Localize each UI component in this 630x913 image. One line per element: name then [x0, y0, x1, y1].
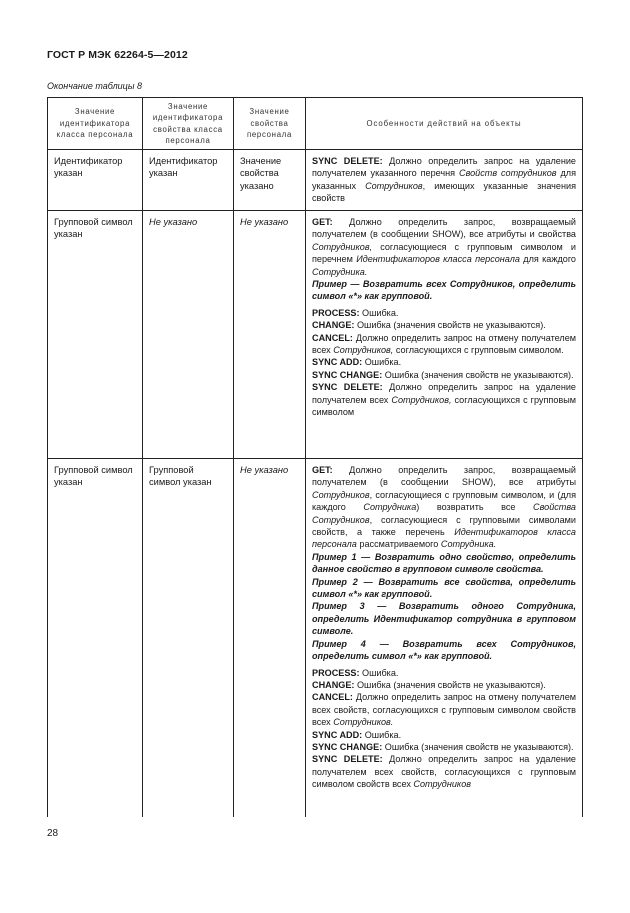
action-keyword: CHANGE: — [312, 320, 355, 331]
example-paragraph: Пример 3 — Возвратить одного Сотрудника, определить Идентификатор сотрудника в групповом символе. — [312, 601, 576, 637]
sync-add-paragraph — [312, 729, 576, 741]
table-row — [48, 211, 583, 459]
action-keyword: PROCESS: — [312, 667, 360, 678]
change-paragraph — [312, 319, 576, 331]
cancel-paragraph — [312, 332, 576, 357]
action-text: Ошибка (значения свойств не указываются). — [382, 369, 574, 380]
term-italic: Сотрудников — [312, 489, 370, 500]
term-italic: Сотрудника. — [312, 266, 368, 277]
term-italic: Идентификаторов класса персонала — [356, 254, 520, 265]
action-keyword: CANCEL: — [312, 692, 353, 703]
action-text: Ошибка. — [362, 729, 402, 740]
action-keyword: SYNC CHANGE: — [312, 369, 383, 380]
document-title: ГОСТ Р МЭК 62264-5—2012 — [47, 49, 188, 61]
term-italic: Сотрудников, — [333, 345, 394, 356]
sync-change-paragraph — [312, 741, 576, 753]
action-keyword: SYNC ADD: — [312, 357, 363, 368]
action-text: Должно определить запрос на удаление получателем указанного перечня — [312, 156, 576, 179]
process-paragraph — [312, 307, 576, 319]
term-italic: Сотрудника. — [440, 539, 497, 550]
table-caption: Окончание таблицы 8 — [47, 81, 142, 91]
cell-property-id: Идентификатор указан — [149, 156, 218, 179]
table-header-row — [48, 98, 583, 150]
term-italic: Сотрудников — [413, 779, 471, 790]
action-text: ) возвратить все — [416, 502, 534, 513]
column-header-property-id: Значение идентификатора свойства класса персонала — [143, 98, 234, 150]
example-paragraph: Пример — Возвратить всех Сотрудников, определить символ «*» как групповой. — [312, 279, 576, 302]
action-text: Ошибка (значения свойств не указываются). — [354, 320, 546, 331]
cell-property-id: Не указано — [149, 217, 198, 227]
example-paragraph: Пример 4 — Возвратить всех Сотрудников, определить символ «*» как групповой. — [312, 638, 576, 662]
action-keyword: SYNC ADD: — [312, 729, 363, 740]
action-text: согласующиеся с групповым символом и перечнем — [312, 241, 576, 265]
sync-delete-paragraph — [312, 381, 576, 418]
properties-table — [47, 97, 583, 817]
sync-add-paragraph — [312, 356, 576, 368]
cell-property-value: Не указано — [240, 217, 289, 227]
term-italic: Идентификаторов класса персонала — [312, 527, 576, 550]
sync-change-paragraph — [312, 369, 576, 381]
action-keyword: CANCEL: — [312, 332, 353, 343]
column-header-actions: Особенности действий на объекты — [306, 98, 583, 150]
example-paragraph: Пример 1 — Возвратить одно свойство, определить данное свойство в групповом символе свойства. — [312, 551, 576, 575]
action-text: Должно определить запрос на удаление получателем всех — [312, 382, 576, 405]
action-keyword: SYNC DELETE: — [312, 754, 383, 765]
action-text: Ошибка (значения свойств не указываются). — [354, 679, 546, 690]
cell-actions — [306, 211, 582, 419]
action-text: , имеющих указанные значения свойств — [312, 180, 576, 204]
action-keyword: PROCESS: — [312, 307, 360, 318]
sync-delete-paragraph — [312, 753, 576, 790]
cell-class-id: Групповой символ указан — [54, 465, 133, 488]
term-italic: Сотрудников. — [333, 717, 394, 728]
action-keyword: SYNC CHANGE: — [312, 741, 383, 752]
action-text: согласующихся с групповым символом — [312, 394, 576, 418]
example-paragraph: Пример 2 — Возвратить все свойства, определить символ «*» как групповой. — [312, 576, 576, 600]
cell-actions — [306, 459, 582, 791]
get-paragraph — [312, 464, 576, 551]
term-italic: Сотрудников, — [391, 394, 452, 405]
action-text: Ошибка (значения свойств не указываются). — [382, 741, 574, 752]
column-header-property-value: Значение свойства персонала — [234, 98, 306, 150]
table-row — [48, 459, 583, 817]
action-text: для каждого — [519, 254, 576, 265]
change-paragraph — [312, 679, 576, 691]
action-keyword: GET: — [312, 217, 333, 227]
table-row — [48, 150, 583, 211]
action-keyword: GET: — [312, 465, 333, 475]
action-keyword: SYNC DELETE: — [312, 156, 383, 166]
cancel-paragraph — [312, 691, 576, 728]
get-paragraph — [312, 216, 576, 278]
sync-delete-paragraph — [312, 155, 576, 205]
cell-actions — [306, 150, 582, 205]
process-paragraph — [312, 667, 576, 679]
cell-property-id: Групповой символ указан — [149, 465, 212, 488]
action-text: Должно определить запрос, возвращаемый получателем (в сообщении SHOW), все атрибуты — [312, 465, 576, 488]
term-italic: Сотрудников, — [312, 241, 373, 252]
action-keyword: SYNC DELETE: — [312, 382, 383, 393]
cell-class-id: Групповой символ указан — [54, 217, 133, 240]
cell-class-id: Идентификатор указан — [54, 156, 123, 179]
action-text: Ошибка. — [362, 357, 402, 368]
action-text: согласующихся с групповым символом. — [393, 345, 564, 356]
action-text: рассматриваемого — [356, 539, 441, 550]
term-italic: Сотрудника — [363, 502, 417, 513]
cell-property-value: Не указано — [240, 465, 289, 475]
cell-property-value: Значение свойства указано — [240, 156, 282, 191]
action-text: для указанных — [312, 168, 576, 191]
action-text: Должно определить запрос на удаление получателем всех свойств, согласующихся с групповым символом свойств всех — [312, 754, 576, 790]
action-text: Ошибка. — [359, 307, 399, 318]
action-text: , согласующиеся с групповыми символами свойств, а также перечень — [312, 514, 576, 538]
action-text: Должно определить запрос на отмену получателем всех свойств, согласующихся с групповым символом свойств всех — [312, 692, 576, 728]
action-text: Должно определить запрос, возвращаемый получателем (в сообщении SHOW), все атрибуты и свойства — [312, 217, 576, 240]
action-text: Должно определить запрос на отмену получателем всех — [312, 332, 576, 356]
action-text: , согласующиеся с групповым символом, и (для каждого — [312, 489, 576, 513]
action-text: Ошибка. — [359, 667, 399, 678]
term-italic: Свойства Сотрудников — [312, 502, 576, 525]
term-italic: Свойств сотрудников — [459, 168, 557, 179]
page-number: 28 — [47, 828, 59, 839]
column-header-class-id: Значение идентификатора класса персонала — [48, 98, 143, 150]
term-italic: Сотрудников — [365, 180, 423, 191]
action-keyword: CHANGE: — [312, 679, 355, 690]
